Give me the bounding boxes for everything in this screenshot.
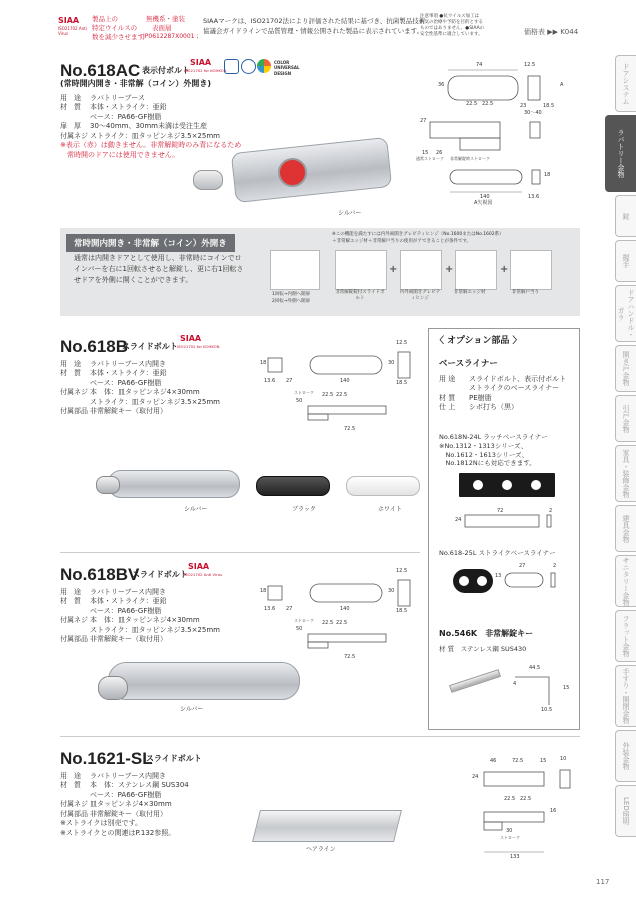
warning-2: 常時開のドアには使用できません。 — [60, 150, 180, 159]
reg-no: JP0612287X0001 ; — [143, 33, 199, 40]
liner1-line: No.1812Nにも対応できます。 — [439, 459, 536, 468]
drawing-1621sl — [470, 752, 580, 862]
siaa-badge: SIAA — [188, 562, 210, 571]
siaa-badge: SIAA — [190, 58, 212, 67]
dim: 22.5 — [322, 620, 334, 626]
feature-item-label-3: 非常解エッジ材 — [454, 290, 486, 295]
coin-icon — [241, 59, 256, 74]
drawing-618bv — [260, 568, 420, 668]
spec-row: 仕 上 シボ打ち（黒） — [439, 403, 518, 412]
dim: 50 — [296, 626, 303, 632]
dim-13-6: 13.6 — [528, 194, 540, 200]
dim: 16 — [550, 808, 557, 814]
liner2-dim-27: 27 — [519, 563, 526, 569]
dim: 140 — [340, 606, 350, 612]
dimension-drawing — [410, 60, 580, 210]
spec-row: 付属部品 非常解錠キー（取付用） — [60, 407, 167, 416]
dim: ストローク — [500, 835, 520, 840]
color-label: シルバー — [338, 210, 362, 217]
sidebar-tab-furniture[interactable]: 家具・装飾金物 — [615, 445, 636, 502]
feature-note-2: ＋非常解エッジ材＋非常解戸当りの使用がアできることが条件です。 — [332, 239, 472, 244]
dimension-drawing — [470, 752, 580, 862]
plus-sign: + — [500, 264, 509, 275]
dim-36: 36 — [438, 82, 445, 88]
product-image-white — [346, 476, 420, 496]
dim-a-arrow: A — [560, 82, 564, 88]
liner-title: ベースライナー — [439, 359, 498, 369]
product-subtitle: スライドボルト — [122, 342, 178, 351]
dim: 72.5 — [344, 654, 356, 660]
dim: 27 — [286, 378, 293, 384]
dim: 46 — [490, 758, 497, 764]
price-ref[interactable]: 価格表 ▶▶ K044 — [524, 28, 579, 36]
siaa-badge-sub: ISO21702 for KOHKON — [184, 68, 227, 73]
page-number: 117 — [596, 878, 610, 886]
product-subtitle-2: (常時開内開き・非常解（コイン）外開き) — [60, 79, 212, 88]
sidebar-tab-rail[interactable]: 手すり・開閉金物 — [615, 665, 636, 727]
liner1-dim-24: 24 — [455, 517, 462, 523]
dimension-drawing — [260, 568, 420, 668]
header — [58, 14, 578, 48]
product-subtitle: スライドボルト — [132, 570, 188, 579]
spec-row: 付属ネジ ストライク：皿タッピンネジ3.5×25mm — [60, 131, 220, 140]
feature-desc-1: 通常は内開きドアとして使用し、非常時にコインでロ — [74, 254, 242, 262]
spec-row: ストライクのベースライナー — [469, 384, 560, 393]
option-title: 〈 オプション部品 〉 — [435, 336, 522, 346]
sidebar-tab-sliding[interactable]: 引戸金物 — [615, 395, 636, 442]
plus-sign: + — [445, 264, 454, 275]
sidebar-tab-hinge-door[interactable]: 開き戸金物 — [615, 345, 636, 392]
sidebar — [616, 0, 636, 900]
dim: 18.5 — [396, 380, 408, 386]
sidebar-tab-led[interactable]: LED照明 — [615, 785, 636, 837]
spec-row: 扉 厚 30〜40mm、30mm未満は受注生産 — [60, 122, 207, 131]
siaa-claim-2: 特定ウイルスの — [92, 24, 138, 32]
sidebar-tab-lavatory[interactable]: ラバトリー金物 — [605, 115, 636, 192]
cud-logo-icon — [257, 59, 271, 73]
dim-18: 18 — [544, 172, 551, 178]
dim: 27 — [286, 606, 293, 612]
dim: 22.5 — [504, 796, 516, 802]
dim-27: 27 — [420, 118, 427, 124]
spec-row: 材 質 本体・ストライク：亜鉛 — [60, 369, 167, 378]
dim: 12.5 — [396, 340, 408, 346]
siaa-desc-1: SIAAマークは、ISO21702法により評価された結果に基づき、抗菌製品技術 — [203, 17, 426, 25]
siaa-claim-3: 数を減少させます — [92, 33, 144, 41]
product-subtitle: 表示付ボルト — [142, 66, 190, 75]
liner1-line: ※No.1312・1313シリーズ、 — [439, 441, 528, 450]
product-image-black — [256, 476, 330, 496]
feature-item-bolt — [335, 250, 387, 290]
product-subtitle: スライドボルト — [146, 754, 202, 763]
spec-row: ベース：PA66-GF樹脂 — [90, 790, 162, 799]
rotation-2: 2回転→外側へ開扉 — [272, 299, 311, 304]
feature-item-hinge — [400, 250, 442, 290]
sidebar-tab-fitting[interactable]: 建具金物 — [615, 505, 636, 552]
key-spec: 材 質 ステンレス鋼 SUS430 — [439, 645, 527, 653]
siaa-logo: SIAA — [58, 16, 80, 25]
cud-badge: COLOR UNIVERSAL DESIGN — [274, 60, 300, 76]
siaa-claim-1: 製品上の — [92, 15, 118, 23]
color-label: シルバー — [180, 706, 204, 713]
feature-box — [60, 228, 580, 316]
feature-desc-2: インバーを右に1回転させると解錠し、更に右1回転さ — [74, 265, 244, 273]
spec-row: ベース：PA66-GF樹脂 — [90, 606, 162, 615]
spec-row: 材 質 PE樹脂 — [439, 393, 492, 402]
spec-row: ストライク：皿タッピンネジ3.5×25mm — [90, 625, 220, 634]
dim: 140 — [340, 378, 350, 384]
sidebar-tab-door-system[interactable]: ドアシステム — [615, 55, 636, 112]
product-knob-silver — [96, 476, 120, 494]
product-image-618ac — [188, 140, 398, 240]
product-title: No.1621-SL — [60, 749, 153, 768]
sidebar-tab-lock[interactable]: 錠 — [615, 195, 636, 237]
spec-row: 用 途 ラバトリーブース — [60, 94, 145, 102]
section-1621sl — [60, 748, 580, 868]
feature-item-label-4: 非常解戸当り — [512, 290, 539, 295]
feature-item-label-1: 非常解錠錠付スライドボルト — [335, 290, 385, 302]
feature-title: 常時開内開き・非常解（コイン）外開き — [66, 234, 235, 252]
spec-row: ストライク：皿タッピンネジ3.5×25mm — [90, 397, 220, 406]
spec-row: 材 質 本体・ストライク：亜鉛 — [60, 597, 167, 606]
dim: 18 — [260, 588, 267, 594]
sidebar-tab-exterior[interactable]: 外装金物 — [615, 730, 636, 782]
dim: 12.5 — [396, 568, 408, 574]
note-strike-ref: ※ストライクとの関連はP.132参照。 — [60, 828, 176, 837]
spec-row: ベース：PA66-GF樹脂 — [90, 378, 162, 387]
dim: 22.5 — [336, 392, 348, 398]
spec-row: 用 途 ラバトリーブース内開き — [60, 772, 166, 780]
key-dim-10-5: 10.5 — [541, 707, 553, 713]
sidebar-tab-door-handle[interactable]: ドアハンドル・ガラ — [615, 285, 636, 342]
rotation-1: 1回転→内側へ開扉 — [272, 292, 311, 297]
dim: 72.5 — [344, 426, 356, 432]
siaa-desc-2: 協議会ガイドラインで品質管理・情報公開された製品に表示されています。 — [203, 27, 424, 35]
dim: 13.6 — [264, 378, 276, 384]
feature-note-1: ※この機能を満たすには内外両開きグレビティヒンジ（No.1600またはNo.1602系） — [332, 232, 504, 237]
dim-emergency-stroke: 非常解錠時ストローク — [450, 156, 490, 161]
product-title: No.618B — [60, 337, 129, 356]
liner1-image — [459, 473, 555, 497]
section-divider — [60, 736, 580, 737]
dim: 22.5 — [336, 620, 348, 626]
feature-desc-3: せドアを外側に開くことができます。 — [74, 276, 193, 284]
dim: ストローク — [294, 390, 314, 395]
feature-item-edge — [455, 250, 497, 290]
option-panel — [428, 328, 580, 730]
spec-row: 付属ネジ 皿タッピンネジ4×30mm — [60, 800, 172, 809]
dim-a-view: A矢視図 — [474, 200, 493, 206]
spec-row: 用 途 スライドボルト、表示付ボルト — [439, 375, 567, 383]
note-1: 注意事項 ●抗ウイルス加工は — [420, 14, 480, 19]
dim-18-5: 18.5 — [543, 103, 555, 109]
product-image-silver — [108, 662, 300, 700]
liner2-dim-13: 13 — [495, 573, 502, 579]
inorganic-2: 表面層 — [152, 24, 172, 32]
dim: 22.5 — [322, 392, 334, 398]
dim: 18.5 — [396, 608, 408, 614]
liner2-text: No.618-25L ストライクベースライナー — [439, 549, 556, 557]
product-image-hairline — [252, 810, 402, 842]
liner2-dim-2: 2 — [553, 563, 557, 569]
spec-list — [60, 360, 220, 417]
liner2-image — [453, 569, 493, 593]
dim-30-40: 30〜40 — [524, 110, 542, 116]
dim-22-5b: 22.5 — [482, 101, 494, 107]
product-knob-silver — [98, 676, 128, 700]
dim: 30 — [388, 588, 395, 594]
liner1-line: No.618N-24L ラッチベースライナー — [439, 433, 548, 441]
product-title: No.618BV — [60, 565, 140, 584]
spec-row: 材 質 本体・ストライク：亜鉛 — [60, 103, 167, 112]
dim: 50 — [296, 398, 303, 404]
dim: 22.5 — [520, 796, 532, 802]
liner1-dim-2: 2 — [549, 508, 553, 514]
dim-23: 23 — [520, 103, 527, 109]
drawing-618b — [260, 340, 420, 440]
spec-row: 用 途 ラバトリーブース内開き — [60, 588, 166, 596]
liner1-text — [439, 433, 548, 468]
note-2: 病気の治療や予防を目的とする — [420, 20, 483, 25]
siaa-logo-sub: ISO21702 Anti Virus — [58, 26, 87, 37]
dim: 10 — [560, 756, 567, 762]
dim-140: 140 — [480, 194, 490, 200]
color-label: ヘアライン — [306, 846, 336, 853]
color-label-white: ホワイト — [378, 506, 402, 513]
siaa-badge-sub: ISO21702 Anti Virus — [184, 572, 223, 577]
sidebar-tab-flat[interactable]: フラット金物 — [615, 610, 636, 662]
key-image — [449, 669, 501, 693]
spec-list — [60, 772, 189, 838]
liner1-dim-72: 72 — [497, 508, 504, 514]
color-label-black: ブラック — [292, 506, 316, 513]
product-image-silver — [108, 470, 240, 498]
spec-row: ベース：PA66-GF樹脂 — [90, 112, 162, 121]
accessibility-icon — [224, 59, 239, 74]
dim: 15 — [540, 758, 547, 764]
sidebar-tab-sanitary[interactable]: サニタリー金物 — [615, 555, 636, 607]
dim: 30 — [388, 360, 395, 366]
sidebar-tab-handle[interactable]: 握手 — [615, 240, 636, 282]
spec-row: 付属部品 非常解錠キー（取付用） — [60, 635, 167, 644]
section-618b — [60, 336, 420, 526]
note-4: 安全性基準に適合しています。 — [420, 32, 483, 37]
feature-item-label-2: 内外両開きグレビティヒンジ — [399, 290, 441, 302]
dimension-drawing — [260, 340, 420, 440]
warning-1: ※表示（赤）は動きません。非常解錠時のみ青になるため — [60, 141, 242, 150]
liner2-drawing — [499, 565, 569, 595]
dim-15: 15 — [422, 150, 429, 156]
key-title: No.546K 非常解錠キー — [439, 629, 534, 638]
spec-row: 付属ネジ 本 体：皿タッピンネジ4×30mm — [60, 616, 200, 625]
dim-12-5: 12.5 — [524, 62, 536, 68]
dim-22-5a: 22.5 — [466, 101, 478, 107]
dim: 13.6 — [264, 606, 276, 612]
product-title: No.618AC — [60, 61, 141, 80]
dim: 133 — [510, 854, 520, 860]
spec-row: 付属部品 非常解錠キー（取付用） — [60, 809, 167, 818]
key-dim-4: 4 — [513, 681, 517, 687]
siaa-badge: SIAA — [180, 334, 202, 343]
feature-item-stopper — [510, 250, 552, 290]
dim: 24 — [472, 774, 479, 780]
note-3: ものではありません。●SIAAの — [420, 26, 485, 31]
coin-rotation-diagram — [270, 250, 320, 290]
spec-row: 付属ネジ 本 体：皿タッピンネジ4×30mm — [60, 388, 200, 397]
spec-list — [60, 588, 220, 645]
note-strike: ※ストライクは別売です。 — [60, 819, 142, 828]
color-label-silver: シルバー — [184, 506, 208, 513]
section-divider — [60, 552, 420, 553]
siaa-badge-sub: ISO21702 for KOHKON — [177, 344, 220, 349]
liner-specs — [439, 375, 566, 413]
liner1-drawing — [459, 507, 559, 537]
section-618ac — [60, 60, 580, 220]
drawing-618ac — [410, 60, 580, 210]
dim-normal-stroke: 通常ストローク — [416, 156, 444, 161]
liner1-line: No.1612・1613シリーズ、 — [439, 450, 529, 459]
key-dim-44-5: 44.5 — [529, 665, 541, 671]
key-dim-15: 15 — [563, 685, 570, 691]
dim-74: 74 — [476, 62, 483, 68]
dim: ストローク — [294, 618, 314, 623]
plus-sign: + — [389, 264, 398, 275]
dim-26: 26 — [436, 150, 443, 156]
spec-row: 用 途 ラバトリーブース内開き — [60, 360, 166, 368]
dim: 72.5 — [512, 758, 524, 764]
section-618bv — [60, 564, 420, 724]
dim: 30 — [506, 828, 513, 834]
spec-row: 材 質 本 体：ステンレス鋼 SUS304 — [60, 781, 189, 790]
inorganic-1: 無機系・塗装 — [146, 15, 185, 23]
dim: 18 — [260, 360, 267, 366]
